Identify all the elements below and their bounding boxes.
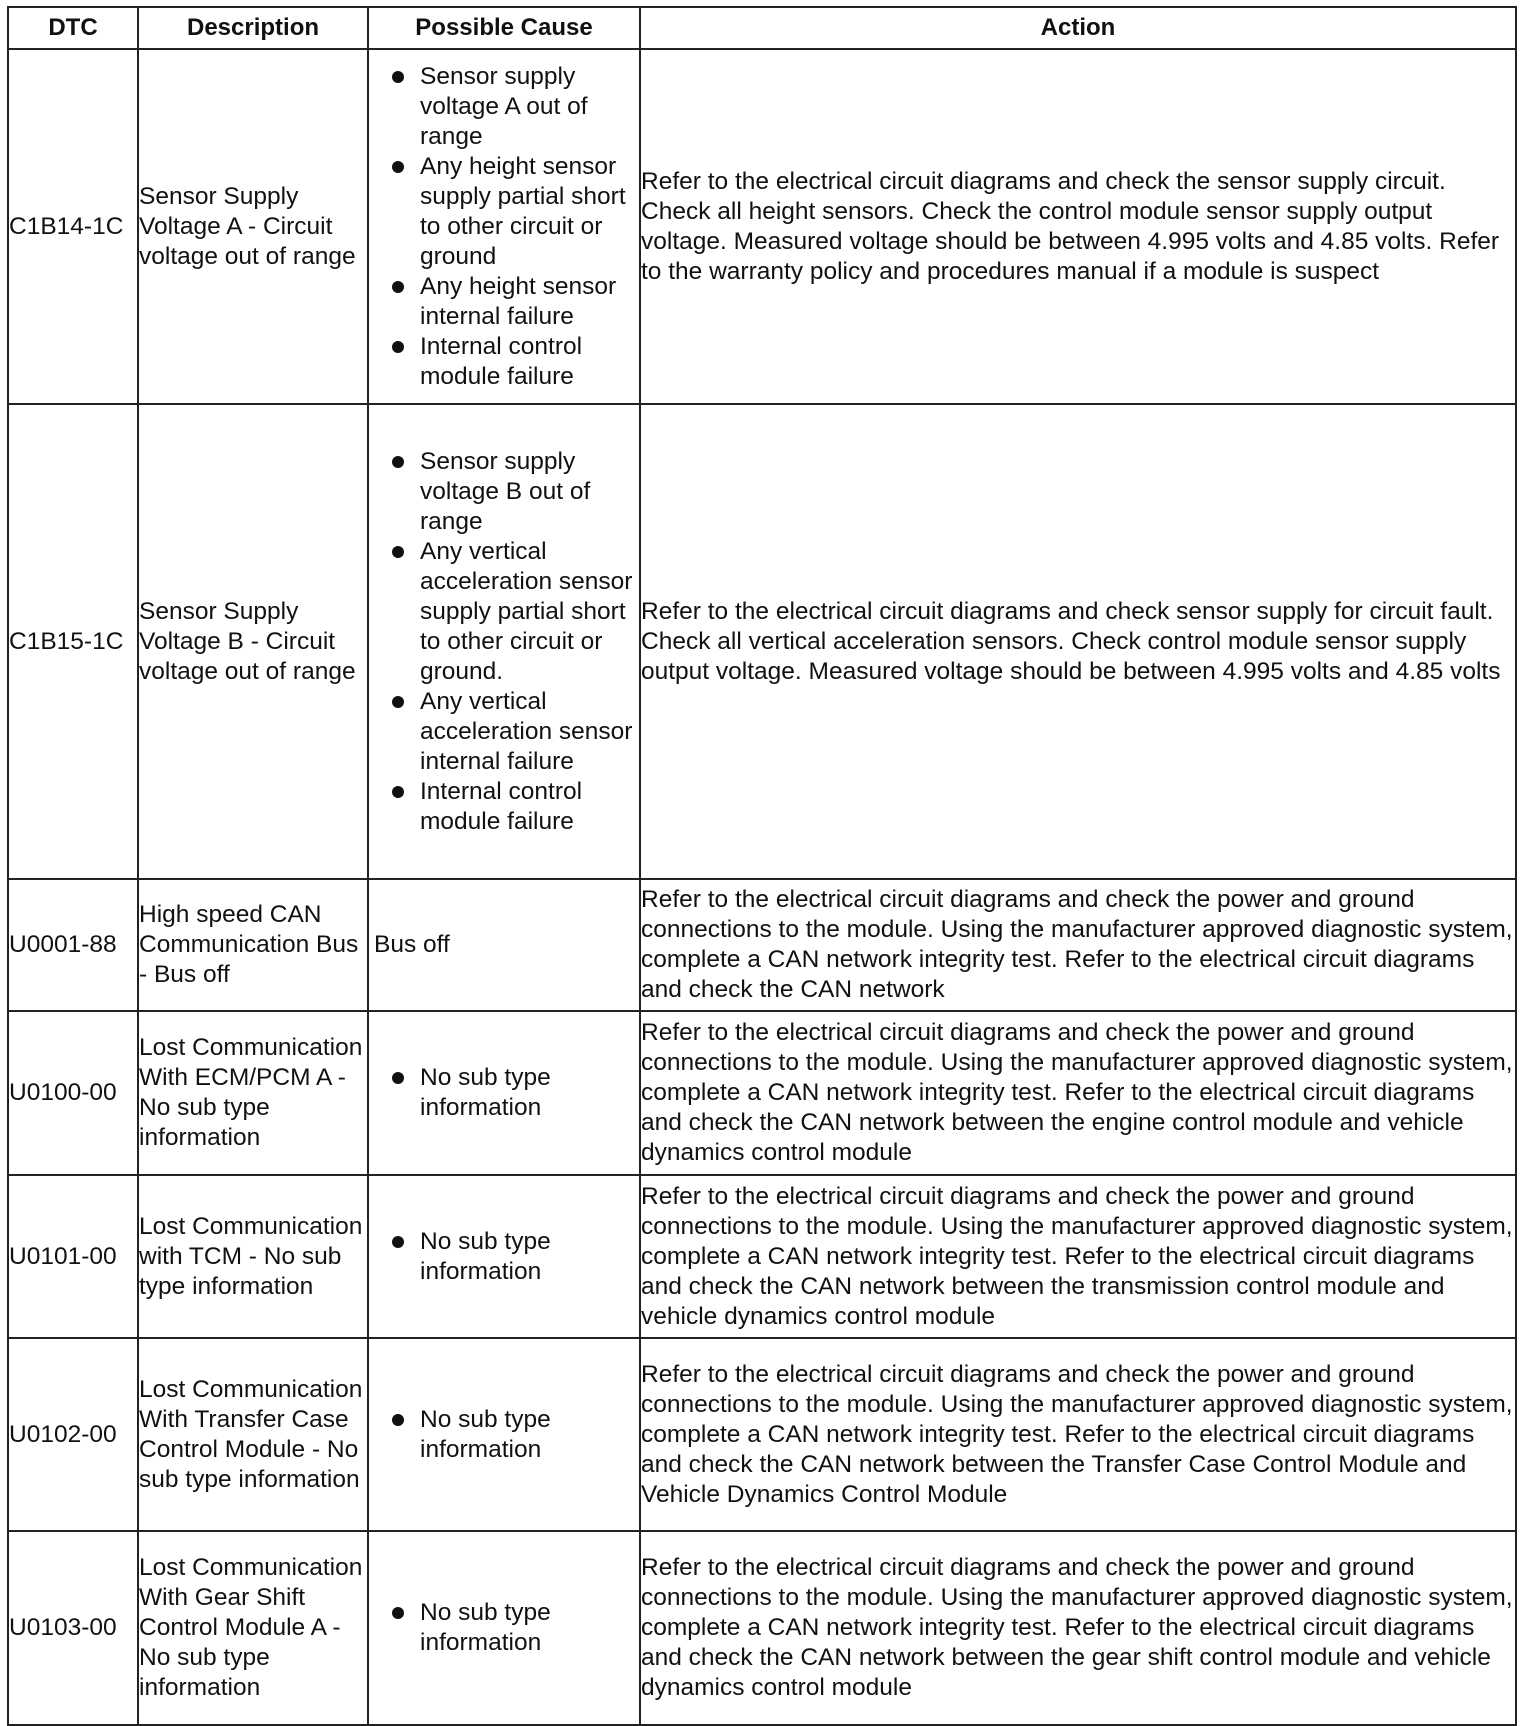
action-text: Refer to the electrical circuit diagrams and check the power and ground connections to the module. Using the manufacturer approved diagnostic system, complete a CAN network integrity test. Refer to the electrical circuit diagrams and check the CAN network between the gear shift control module and vehicle dynamics control module xyxy=(640,1531,1516,1725)
table-row xyxy=(8,1175,1516,1338)
dtc-description: Sensor Supply Voltage A - Circuit voltage out of range xyxy=(138,49,368,404)
cause-list xyxy=(369,1227,639,1287)
possible-cause-cell xyxy=(368,1531,640,1725)
cause-text: Any height sensor supply partial short to other circuit or ground xyxy=(420,152,626,270)
cause-list xyxy=(369,1063,639,1123)
dtc-code: U0100-00 xyxy=(8,1011,138,1175)
header-dtc: DTC xyxy=(8,7,138,49)
dtc-code: U0101-00 xyxy=(8,1175,138,1338)
bullet-icon xyxy=(392,1236,404,1248)
cause-list xyxy=(369,1405,639,1465)
header-description: Description xyxy=(138,7,368,49)
cause-list xyxy=(369,62,639,392)
bullet-icon xyxy=(392,71,404,83)
cause-text: Any height sensor internal failure xyxy=(420,272,617,330)
cause-item xyxy=(369,447,639,537)
table-row xyxy=(8,879,1516,1011)
dtc-code: C1B15-1C xyxy=(8,404,138,879)
table-row xyxy=(8,1011,1516,1175)
possible-cause-cell xyxy=(368,404,640,879)
cause-item xyxy=(369,332,639,392)
action-text: Refer to the electrical circuit diagrams and check the power and ground connections to the module. Using the manufacturer approved diagnostic system, complete a CAN network integrity test. Refer to the electrical circuit diagrams and check the CAN network between the transmission control module and vehicle dynamics control module xyxy=(640,1175,1516,1338)
table-row xyxy=(8,49,1516,404)
bullet-icon xyxy=(392,1414,404,1426)
dtc-description: Lost Communication With ECM/PCM A - No sub type information xyxy=(138,1011,368,1175)
dtc-code: U0102-00 xyxy=(8,1338,138,1531)
table-row xyxy=(8,1531,1516,1725)
cause-text: Sensor supply voltage A out of range xyxy=(420,62,588,150)
bullet-icon xyxy=(392,341,404,353)
action-text: Refer to the electrical circuit diagrams and check the power and ground connections to the module. Using the manufacturer approved diagnostic system, complete a CAN network integrity test. Refer to the electrical circuit diagrams and check the CAN network xyxy=(640,879,1516,1011)
cause-text: Sensor supply voltage B out of range xyxy=(420,447,591,535)
dtc-description: Lost Communication With Transfer Case Control Module - No sub type information xyxy=(138,1338,368,1531)
cause-list xyxy=(369,1598,639,1658)
possible-cause-cell xyxy=(368,1175,640,1338)
header-possible-cause: Possible Cause xyxy=(368,7,640,49)
cause-text: No sub type information xyxy=(420,1599,551,1656)
action-text: Refer to the electrical circuit diagrams and check the sensor supply circuit. Check all height sensors. Check the control module sensor supply output voltage. Measured voltage should be between 4.995 volts and 4.85 volts. Refer to the warranty policy and procedures manual if a module is suspect xyxy=(640,49,1516,404)
action-text: Refer to the electrical circuit diagrams and check sensor supply for circuit fault. Check all vertical acceleration sensors. Check control module sensor supply output voltage. Measured voltage should be between 4.995 volts and 4.85 volts xyxy=(640,404,1516,879)
possible-cause-cell xyxy=(368,1338,640,1531)
action-text: Refer to the electrical circuit diagrams and check the power and ground connections to the module. Using the manufacturer approved diagnostic system, complete a CAN network integrity test. Refer to the electrical circuit diagrams and check the CAN network between the engine control module and vehicle dynamics control module xyxy=(640,1011,1516,1175)
dtc-code: C1B14-1C xyxy=(8,49,138,404)
cause-text: No sub type information xyxy=(420,1064,551,1121)
cause-item xyxy=(369,272,639,332)
cause-item xyxy=(369,62,639,152)
bullet-icon xyxy=(392,1607,404,1619)
bullet-icon xyxy=(392,281,404,293)
cause-text: Any vertical acceleration sensor supply partial short to other circuit or ground. xyxy=(420,537,633,685)
dtc-description: Lost Communication with TCM - No sub type information xyxy=(138,1175,368,1338)
dtc-code: U0103-00 xyxy=(8,1531,138,1725)
table-row xyxy=(8,1338,1516,1531)
cause-text: Any vertical acceleration sensor internal failure xyxy=(420,687,633,775)
cause-text: Internal control module failure xyxy=(420,777,583,835)
cause-item xyxy=(369,1405,639,1465)
bullet-icon xyxy=(392,546,404,558)
table-body xyxy=(8,49,1516,1725)
bullet-icon xyxy=(392,456,404,468)
cause-item xyxy=(369,1063,639,1123)
dtc-table xyxy=(7,6,1517,1726)
dtc-code: U0001-88 xyxy=(8,879,138,1011)
dtc-description: High speed CAN Communication Bus - Bus off xyxy=(138,879,368,1011)
header-row xyxy=(8,7,1516,49)
bullet-icon xyxy=(392,161,404,173)
possible-cause-text: Bus off xyxy=(368,879,640,1011)
table-row xyxy=(8,404,1516,879)
cause-item xyxy=(369,1227,639,1287)
header-action: Action xyxy=(640,7,1516,49)
possible-cause-cell xyxy=(368,1011,640,1175)
bullet-icon xyxy=(392,1072,404,1084)
cause-item xyxy=(369,1598,639,1658)
possible-cause-cell xyxy=(368,49,640,404)
cause-item xyxy=(369,777,639,837)
cause-item xyxy=(369,687,639,777)
cause-text: Internal control module failure xyxy=(420,332,583,390)
cause-list xyxy=(369,447,639,837)
bullet-icon xyxy=(392,786,404,798)
bullet-icon xyxy=(392,696,404,708)
dtc-description: Lost Communication With Gear Shift Control Module A - No sub type information xyxy=(138,1531,368,1725)
cause-item xyxy=(369,152,639,272)
cause-text: No sub type information xyxy=(420,1227,551,1285)
table-header xyxy=(8,7,1516,49)
dtc-description: Sensor Supply Voltage B - Circuit voltage out of range xyxy=(138,404,368,879)
cause-text: No sub type information xyxy=(420,1405,551,1463)
action-text: Refer to the electrical circuit diagrams and check the power and ground connections to the module. Using the manufacturer approved diagnostic system, complete a CAN network integrity test. Refer to the electrical circuit diagrams and check the CAN network between the Transfer Case Control Module and Vehicle Dynamics Control Module xyxy=(640,1338,1516,1531)
cause-item xyxy=(369,537,639,687)
